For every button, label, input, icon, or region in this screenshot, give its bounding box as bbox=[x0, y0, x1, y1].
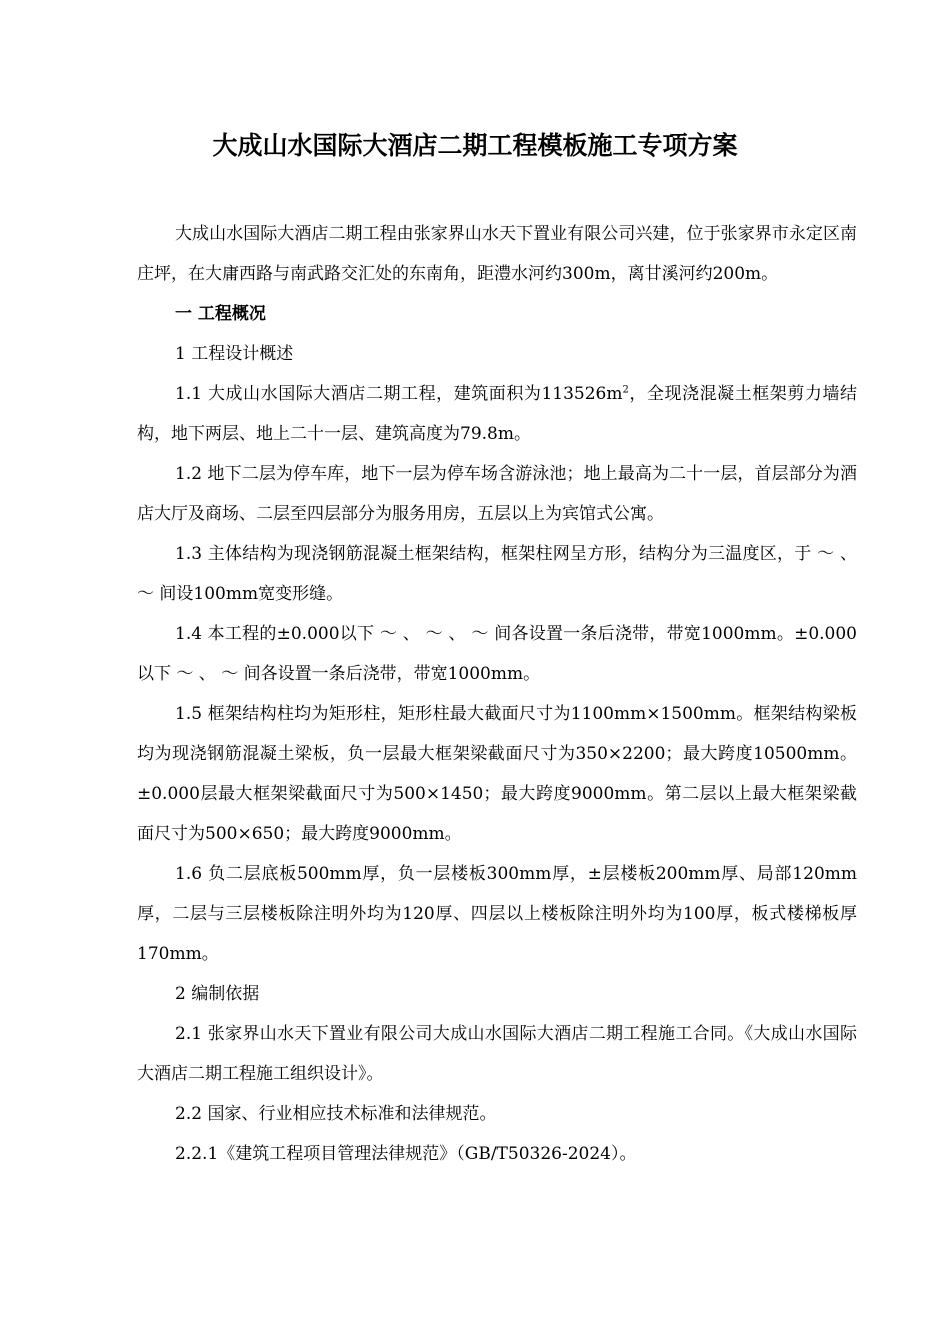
superscript-2: 2 bbox=[622, 384, 629, 396]
section-heading-overview: 一 工程概况 bbox=[175, 304, 266, 324]
paragraph-1-1 bbox=[137, 374, 857, 454]
paragraph-1-3: 1.3 主体结构为现浇钢筋混凝土框架结构，框架柱网呈方形，结构分为三温度区，于 ～ 、 ～ 间设100mm宽变形缝。 bbox=[137, 544, 857, 604]
paragraph-2-1: 2.1 张家界山水天下置业有限公司大成山水国际大酒店二期工程施工合同。《大成山水国际大酒店二期工程施工组织设计》。 bbox=[137, 1024, 857, 1084]
subheading-basis: 2 编制依据 bbox=[175, 984, 260, 1004]
paragraph-1-4: 1.4 本工程的±0.000以下 ～ 、 ～ 、 ～ 间各设置一条后浇带，带宽1000mm。±0.000以下 ～ 、 ～ 间各设置一条后浇带，带宽1000mm。 bbox=[137, 624, 857, 684]
paragraph-2-2-1: 2.2.1《建筑工程项目管理法律规范》（GB/T50326-2024）。 bbox=[175, 1144, 637, 1164]
document-title: 大成山水国际大酒店二期工程模板施工专项方案 bbox=[212, 131, 738, 160]
paragraph-1-6: 1.6 负二层底板500mm厚，负一层楼板300mm厚，±层楼板200mm厚、局部120mm厚，二层与三层楼板除注明外均为120厚、四层以上楼板除注明外均为100厚，板式楼梯板厚170mm。 bbox=[137, 864, 857, 964]
document-body bbox=[137, 214, 857, 1174]
paragraph-1-1-text-a: 1.1 大成山水国际大酒店二期工程，建筑面积为113526m bbox=[175, 384, 623, 404]
paragraph-1-2: 1.2 地下二层为停车库，地下一层为停车场含游泳池；地上最高为二十一层，首层部分为酒店大厅及商场、二层至四层部分为服务用房，五层以上为宾馆式公寓。 bbox=[137, 464, 857, 524]
paragraph-1-5: 1.5 框架结构柱均为矩形柱，矩形柱最大截面尺寸为1100mm×1500mm。框架结构梁板均为现浇钢筋混凝土梁板，负一层最大框架梁截面尺寸为350×2200；最大跨度10500mm。±0.000层最大框架梁截面尺寸为500×1450；最大跨度9000mm。第二层以上最大框架梁截面尺寸为500×650；最大跨度9000mm。 bbox=[137, 704, 857, 844]
subheading-design-overview: 1 工程设计概述 bbox=[175, 344, 294, 364]
paragraph-1-1-text-b: ，全现浇混凝土框架剪力墙结构，地下两层、地上二十一层、建筑高度为79.8m。 bbox=[137, 384, 857, 444]
paragraph-2-2: 2.2 国家、行业相应技术标准和法律规范。 bbox=[175, 1104, 497, 1124]
intro-paragraph: 大成山水国际大酒店二期工程由张家界山水天下置业有限公司兴建，位于张家界市永定区南庄坪，在大庸西路与南武路交汇处的东南角，距澧水河约300m，离甘溪河约200m。 bbox=[137, 224, 857, 284]
